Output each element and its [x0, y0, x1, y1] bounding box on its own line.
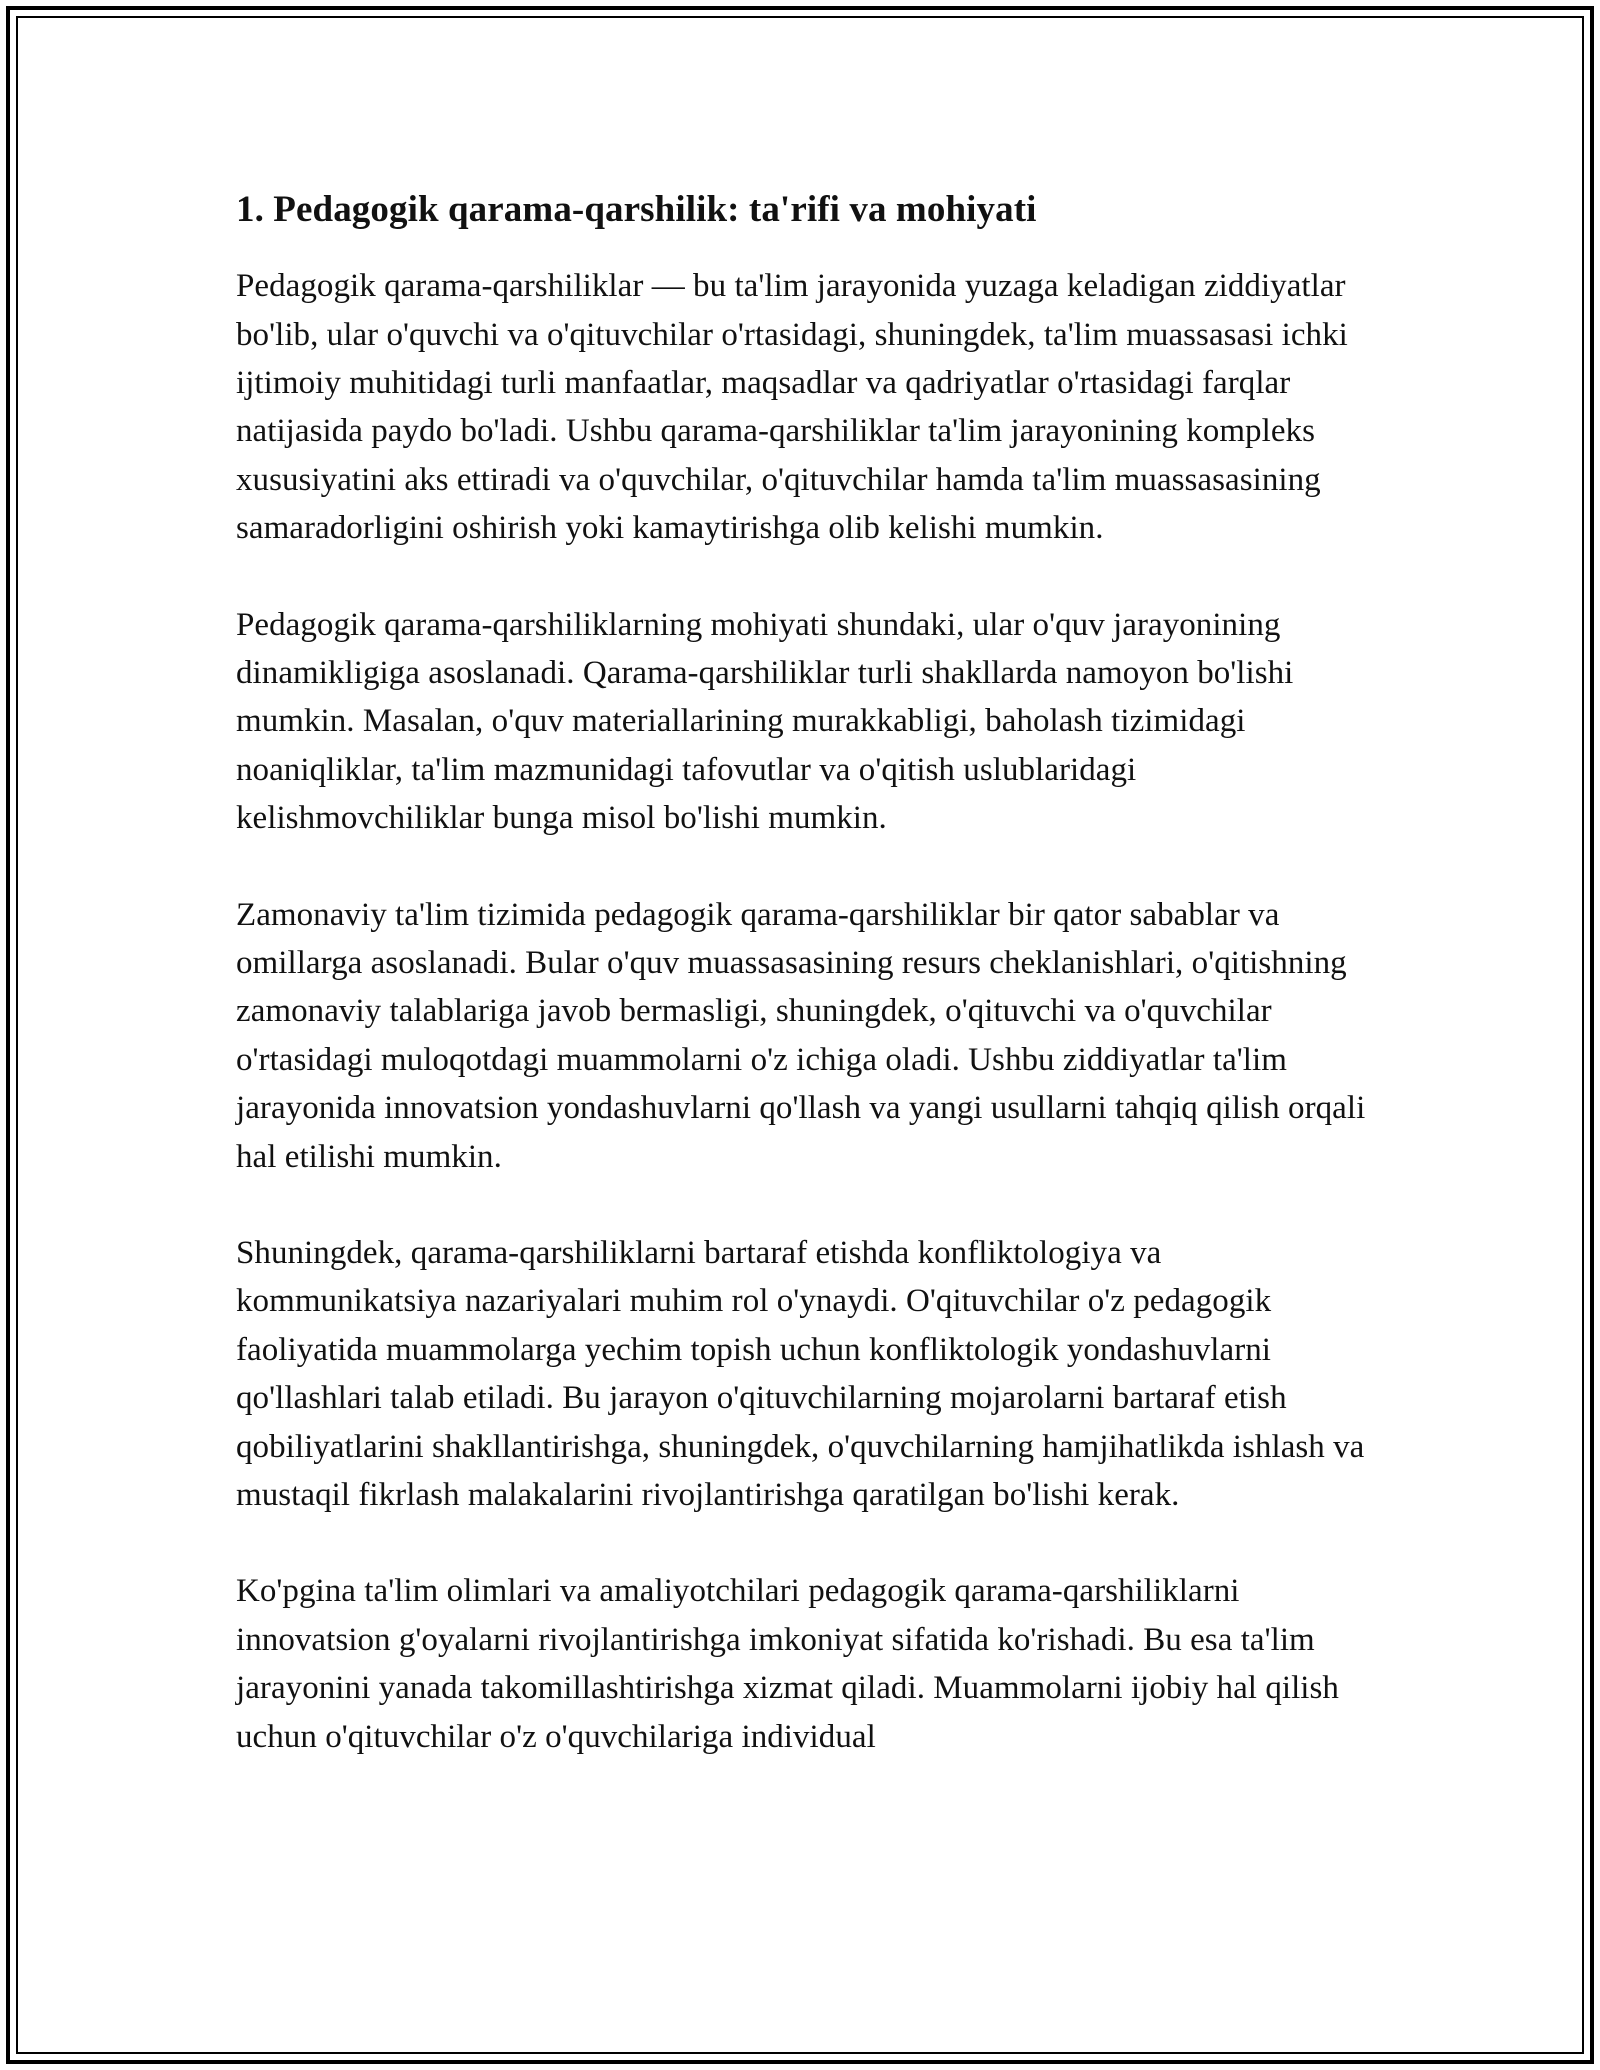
document-body — [236, 186, 1366, 1809]
paragraph-essence: Pedagogik qarama-qarshiliklarning mohiyati shundaki, ular o'quv jarayonining dinamikligiga asoslanadi. Qarama-qarshiliklar turli shakllarda namoyon bo'lishi mumkin. Masalan, o'quv materiallarining murakkabligi, baholash tizimidagi noaniqliklar, ta'lim mazmunidagi tafovutlar va o'qitish uslublaridagi kelishmovchiliklar bunga misol bo'lishi mumkin. — [236, 606, 1294, 837]
paragraph-definition: Pedagogik qarama-qarshiliklar — bu ta'lim jarayonida yuzaga keladigan ziddiyatlar bo'lib, ular o'quvchi va o'qituvchilar o'rtasidagi, shuningdek, ta'lim muassasasi ichki ijtimoiy muhitidagi turli manfaatlar, maqsadlar va qadriyatlar o'rtasidagi farqlar natijasida paydo bo'ladi. Ushbu qarama-qarshiliklar ta'lim jarayonining kompleks xususiyatini aks ettiradi va o'quvchilar, o'qituvchilar hamda ta'lim muassasasining samaradorligini oshirish yoki kamaytirishga olib kelishi mumkin. — [236, 268, 1348, 547]
paragraph-causes: Zamonaviy ta'lim tizimida pedagogik qarama-qarshiliklar bir qator sabablar va omillarga asoslanadi. Bular o'quv muassasasining resurs cheklanishlari, o'qitishning zamonaviy talablariga javob bermasligi, shuningdek, o'qituvchi va o'quvchilar o'rtasidagi muloqotdagi muammolarni o'z ichiga oladi. Ushbu ziddiyatlar ta'lim jarayonida innovatsion yondashuvlarni qo'llash va yangi usullarni tahqiq qilish orqali hal etilishi mumkin. — [236, 896, 1366, 1175]
paragraph-innovation: Ko'pgina ta'lim olimlari va amaliyotchilari pedagogik qarama-qarshiliklarni innovatsion g'oyalarni rivojlantirishga imkoniyat sifatida ko'rishadi. Bu esa ta'lim jarayonini yanada takomillashtirishga xizmat qiladi. Muammolarni ijobiy hal qilish uchun o'qituvchilar o'z o'quvchilariga individual — [236, 1573, 1339, 1755]
section-heading: 1. Pedagogik qarama-qarshilik: ta'rifi va mohiyati — [236, 189, 1037, 230]
paragraph-conflictology: Shuningdek, qarama-qarshiliklarni bartaraf etishda konfliktologiya va kommunikatsiya nazariyalari muhim rol o'ynaydi. O'qituvchilar o'z pedagogik faoliyatida muammolarga yechim topish uchun konfliktologik yondashuvlarni qo'llashlari talab etiladi. Bu jarayon o'qituvchilarning mojarolarni bartaraf etish qobiliyatlarini shakllantirishga, shuningdek, o'quvchilarning hamjihatlikda ishlash va mustaqil fikrlash malakalarini rivojlantirishga qaratilgan bo'lishi kerak. — [236, 1235, 1365, 1514]
